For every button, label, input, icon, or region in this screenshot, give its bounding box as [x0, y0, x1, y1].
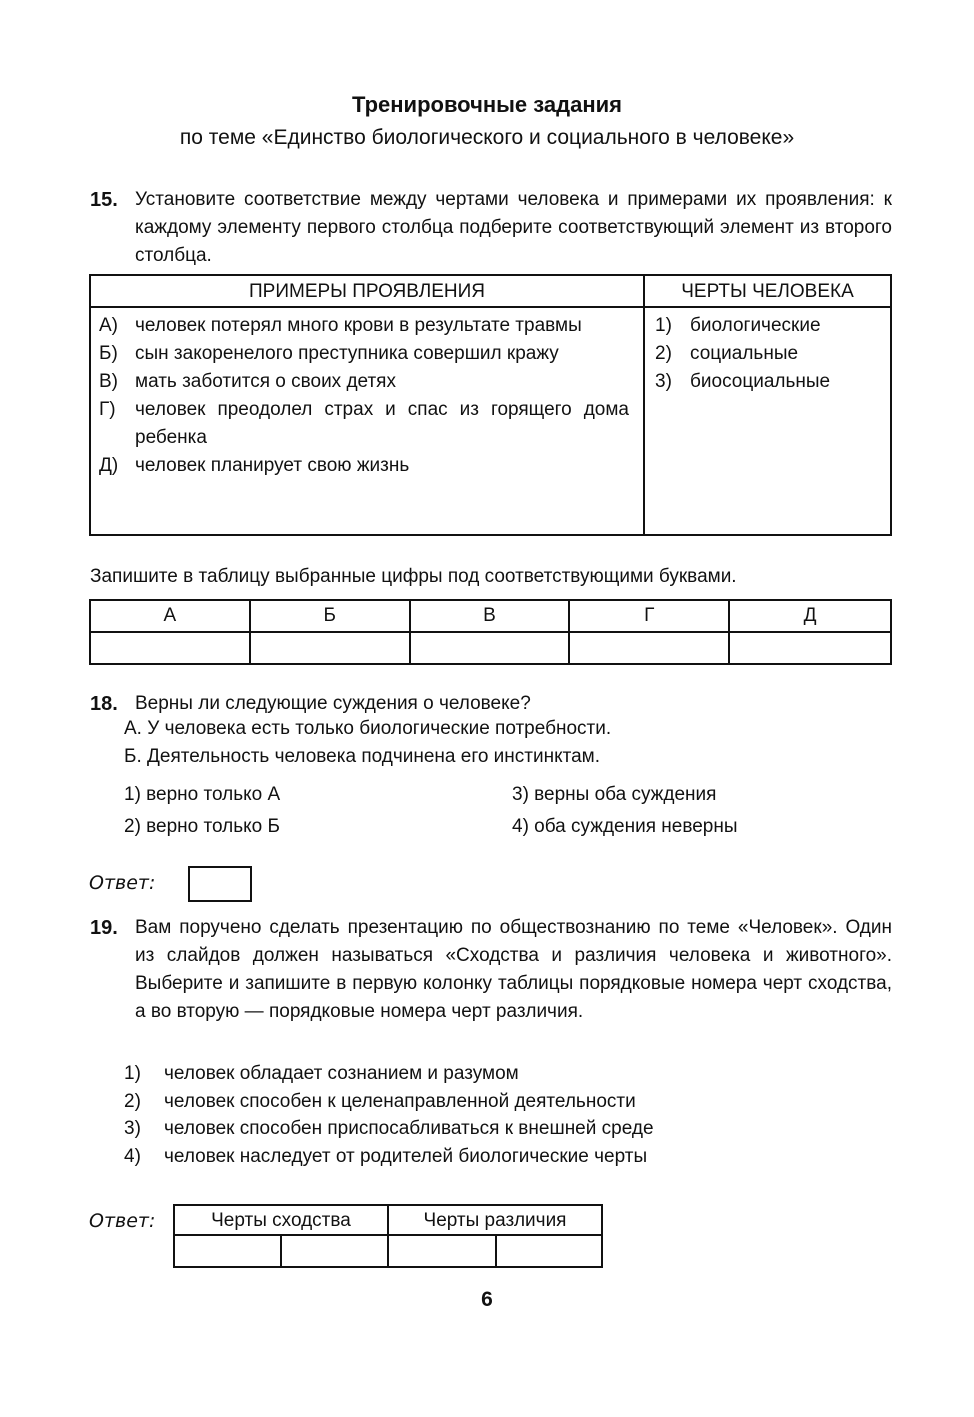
- task-number: 18.: [90, 693, 118, 715]
- list-item: [124, 1088, 654, 1116]
- item-label: 4): [124, 1145, 141, 1167]
- answer-cell[interactable]: [91, 633, 251, 663]
- column-header: Г: [570, 601, 730, 633]
- answer-grid-15: [89, 599, 892, 665]
- option-2: 2) верно только Б: [124, 816, 280, 837]
- task-15: [90, 186, 892, 270]
- item-label: 2): [655, 343, 672, 364]
- item-label: Г): [99, 399, 116, 420]
- list-item: [124, 1143, 654, 1171]
- item-text: сын закоренелого преступника совершил кражу: [135, 343, 559, 364]
- item-label: 1): [655, 315, 672, 336]
- answer-cell[interactable]: [251, 633, 411, 663]
- differences-header: Черты различия: [389, 1206, 601, 1236]
- trait-item: [655, 340, 882, 368]
- item-text: человек планирует свою жизнь: [135, 455, 410, 476]
- example-item: [99, 312, 629, 340]
- trait-item: [655, 368, 882, 396]
- answer-cell[interactable]: [497, 1236, 601, 1266]
- column-header: Б: [251, 601, 411, 633]
- answer-table-19: [173, 1204, 603, 1268]
- traits-header: ЧЕРТЫ ЧЕЛОВЕКА: [645, 276, 890, 308]
- page-number: 6: [481, 1288, 493, 1311]
- item-text: человек наследует от родителей биологические черты: [164, 1145, 648, 1167]
- example-item: [99, 452, 629, 480]
- answer-cell[interactable]: [389, 1236, 497, 1266]
- statement-a: А. У человека есть только биологические потребности.: [124, 718, 612, 739]
- answer-cell[interactable]: [730, 633, 890, 663]
- item-label: Д): [99, 455, 119, 476]
- answer-cell[interactable]: [570, 633, 730, 663]
- column-header: В: [411, 601, 571, 633]
- item-label: 3): [124, 1118, 141, 1139]
- matching-table: [89, 274, 892, 536]
- column-header: Д: [730, 601, 890, 633]
- item-label: 1): [124, 1063, 141, 1084]
- column-header: А: [91, 601, 251, 633]
- list-item: [124, 1060, 654, 1088]
- item-text: социальные: [690, 343, 799, 364]
- item-text: биологические: [690, 315, 821, 336]
- item-label: В): [99, 371, 118, 392]
- task-19: [90, 914, 892, 1026]
- item-text: мать заботится о своих детях: [135, 371, 396, 392]
- item-label: А): [99, 315, 118, 336]
- item-text: человек способен к целенаправленной деятельности: [164, 1090, 636, 1112]
- page-subtitle: по теме «Единство биологического и социального в человеке»: [179, 126, 795, 149]
- item-text: человек преодолел страх и спас из горящего дома ребенка: [135, 399, 629, 448]
- list-item: [124, 1115, 654, 1143]
- answer-cell[interactable]: [175, 1236, 282, 1266]
- example-item: [99, 368, 629, 396]
- task-number: 19.: [90, 917, 118, 939]
- trait-item: [655, 312, 882, 340]
- task-18: [90, 690, 892, 718]
- item-text: биосоциальные: [690, 371, 831, 392]
- option-1: 1) верно только А: [124, 784, 281, 805]
- answer-box-18[interactable]: [188, 866, 252, 902]
- option-3: 3) верны оба суждения: [512, 784, 717, 805]
- answer-cell[interactable]: [282, 1236, 389, 1266]
- task-text: Установите соответствие между чертами человека и примерами их проявления: к каждому элементу первого столбца подберите соответствующий элемент из второго столбца.: [135, 189, 892, 266]
- item-text: человек обладает сознанием и разумом: [164, 1063, 519, 1084]
- answer-cell[interactable]: [411, 633, 571, 663]
- item-label: Б): [99, 343, 118, 364]
- examples-header: ПРИМЕРЫ ПРОЯВЛЕНИЯ: [91, 276, 645, 308]
- item-label: 3): [655, 371, 672, 392]
- similarities-header: Черты сходства: [175, 1206, 389, 1236]
- example-item: [99, 340, 629, 368]
- page-title: Тренировочные задания: [351, 92, 622, 117]
- feature-list: [124, 1060, 654, 1170]
- item-text: человек способен приспосабливаться к внешней среде: [164, 1118, 654, 1139]
- task-question: Верны ли следующие суждения о человеке?: [135, 693, 531, 714]
- example-item: [99, 396, 629, 452]
- task-text: Вам поручено сделать презентацию по обществознанию по теме «Человек». Один из слайдов должен называться «Сходства и различия человека и животного». Выберите и запишите в первую колонку таблицы порядковые номера черт сходства, а во вторую — порядковые номера черт различия.: [135, 917, 892, 1022]
- item-label: 2): [124, 1090, 141, 1112]
- examples-column: [91, 308, 645, 534]
- answer-label: Ответ:: [89, 872, 156, 894]
- answer-instruction: Запишите в таблицу выбранные цифры под соответствующими буквами.: [90, 566, 737, 587]
- statement-b: Б. Деятельность человека подчинена его инстинктам.: [124, 746, 601, 767]
- option-4: 4) оба суждения неверны: [512, 816, 738, 837]
- item-text: человек потерял много крови в результате травмы: [135, 315, 582, 336]
- task-number: 15.: [90, 189, 118, 211]
- answer-label: Ответ:: [89, 1210, 156, 1232]
- traits-column: [645, 308, 890, 534]
